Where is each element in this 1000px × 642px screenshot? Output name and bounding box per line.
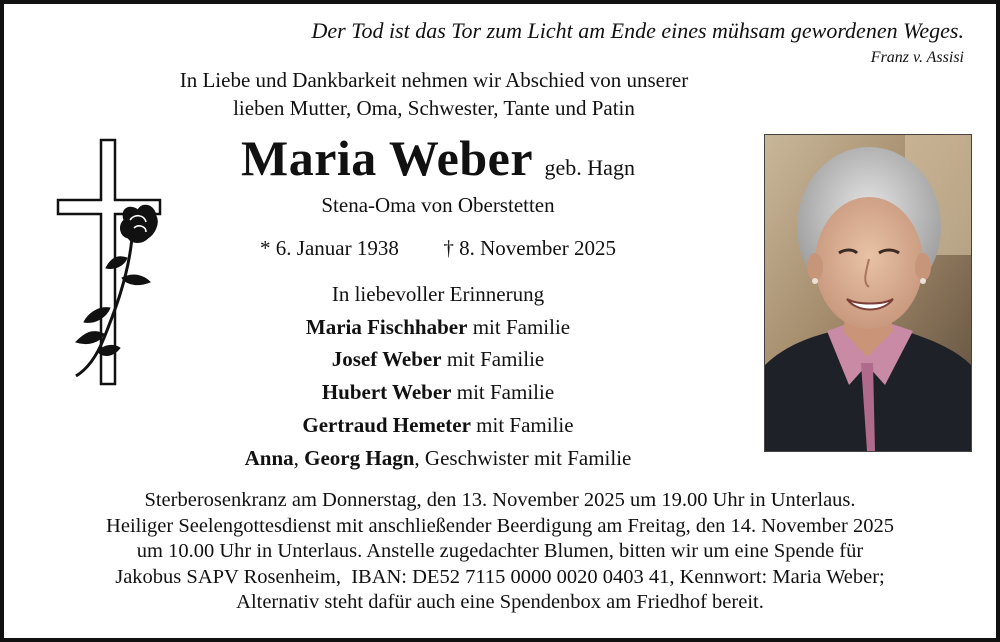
mourner-suffix: mit Familie [451, 380, 555, 405]
cross-with-rose-icon [54, 138, 174, 388]
motto-quote: Der Tod ist das Tor zum Licht am Ende eines mühsam gewordenen Weges. [311, 18, 964, 43]
mourner-suffix: mit Familie [470, 412, 574, 437]
intro-line: lieben Mutter, Oma, Schwester, Tante und Patin [233, 96, 635, 120]
mourner-suffix: , Geschwister mit Familie [414, 445, 632, 470]
mourner-name: Maria Fischhaber [305, 314, 468, 339]
life-dates [154, 234, 722, 262]
mourner-name: Hubert Weber [321, 380, 452, 405]
mourner-line [124, 409, 752, 442]
mourner-name: Georg Hagn [304, 445, 415, 470]
service-notice [34, 488, 966, 616]
mourner-suffix: mit Familie [441, 347, 545, 372]
motto-author: Franz v. Assisi [870, 49, 964, 66]
intro-line: In Liebe und Dankbarkeit nehmen wir Abschied von unserer [179, 68, 689, 92]
death-date: † 8. November 2025 [443, 236, 616, 260]
mourner-name: Gertraud Hemeter [302, 412, 471, 437]
mourner-name: Josef Weber [331, 347, 442, 372]
deceased-nickname: Stena-Oma von Oberstetten [321, 193, 555, 217]
mourner-line [124, 376, 752, 409]
intro-text [94, 66, 774, 122]
mourner-line [124, 311, 752, 344]
mourner-suffix: mit Familie [467, 314, 571, 339]
mourner-line [124, 442, 752, 475]
deceased-name-line [154, 128, 722, 198]
portrait-photo [764, 134, 972, 452]
notice-line: Heiliger Seelengottesdienst mit anschließender Beerdigung am Freitag, den 14. November 2025 [106, 514, 894, 537]
deceased-name: Maria Weber [241, 130, 534, 186]
notice-line: Alternativ steht dafür auch eine Spendenbox am Friedhof bereit. [236, 591, 764, 613]
notice-line: um 10.00 Uhr in Unterlaus. Anstelle zugedachter Blumen, bitten wir um eine Spende für [136, 540, 864, 562]
birth-date: * 6. Januar 1938 [260, 236, 399, 260]
notice-line: Sterberosenkranz am Donnerstag, den 13. November 2025 um 19.00 Uhr in Unterlaus. [144, 489, 856, 511]
mourners-list [124, 278, 752, 474]
mourner-separator: , [293, 445, 305, 470]
notice-line: Jakobus SAPV Rosenheim, IBAN: DE52 7115 0000 0020 0403 41, Kennwort: Maria Weber; [115, 565, 885, 588]
birth-name: geb. Hagn [544, 155, 635, 180]
mourners-heading: In liebevoller Erinnerung [331, 282, 545, 306]
mourner-name: Anna [244, 445, 294, 470]
mourner-line [124, 343, 752, 376]
